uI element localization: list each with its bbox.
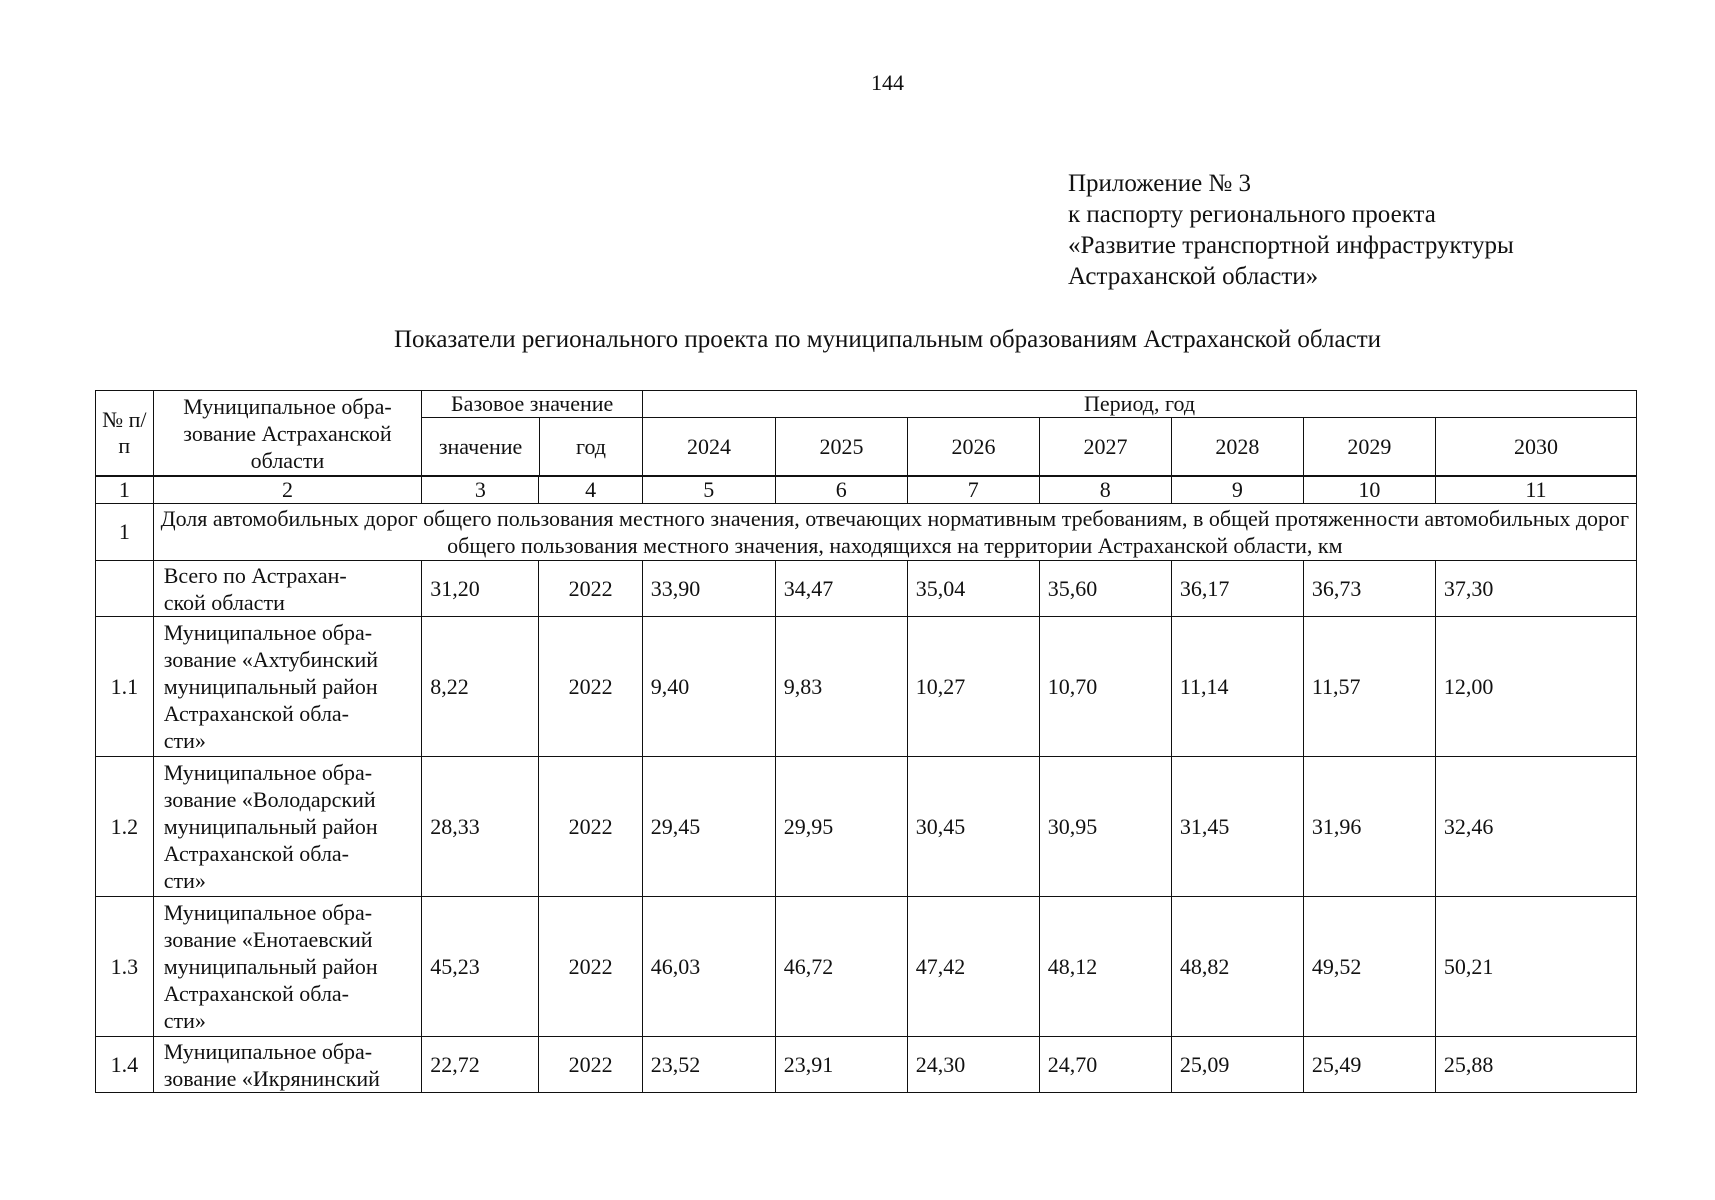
municipality-name-line: Астраханской обла-: [163, 981, 350, 1006]
row-year-value: 31,96: [1303, 757, 1435, 897]
row-num: 1.4: [96, 1037, 154, 1093]
municipality-name-line: зование «Икрянинский: [163, 1065, 380, 1091]
row-year-value: 35,04: [907, 561, 1039, 617]
row-year-value: 25,49: [1303, 1037, 1435, 1093]
row-base-year: 2022: [539, 617, 642, 757]
section-num: 1: [96, 504, 154, 561]
municipality-name-line: муниципальный район: [163, 954, 378, 979]
indicator-table: [95, 476, 1637, 1093]
row-base-year: 2022: [539, 757, 642, 897]
header-year: 2024: [643, 418, 776, 476]
row-num: [96, 561, 154, 617]
header-base-year: год: [539, 418, 642, 476]
appendix-line: Астраханской области»: [1068, 263, 1319, 290]
row-year-value: 24,70: [1039, 1037, 1171, 1093]
row-year-value: 25,88: [1435, 1037, 1636, 1093]
row-year-value: 47,42: [907, 897, 1039, 1037]
municipality-name-line: сти»: [163, 868, 206, 893]
header-year: 2027: [1039, 418, 1171, 476]
row-base-value: 45,23: [422, 897, 539, 1037]
appendix-block: [1068, 168, 1514, 292]
row-year-value: 11,57: [1303, 617, 1435, 757]
row-year-value: 10,27: [907, 617, 1039, 757]
table-row: [96, 897, 1637, 1037]
column-number: 11: [1435, 477, 1636, 504]
page-number: 144: [871, 70, 904, 95]
row-base-value: 22,72: [422, 1037, 539, 1093]
column-number: 3: [422, 477, 539, 504]
row-base-year: 2022: [539, 897, 642, 1037]
row-year-value: 23,52: [642, 1037, 775, 1093]
row-year-value: 31,45: [1171, 757, 1303, 897]
header-year: 2030: [1435, 418, 1636, 476]
row-year-value: 46,03: [642, 897, 775, 1037]
row-municipality: [153, 757, 422, 897]
row-year-value: 9,40: [642, 617, 775, 757]
column-number: 7: [907, 477, 1039, 504]
municipality-name-line: муниципальный район: [163, 814, 378, 839]
row-year-value: 30,95: [1039, 757, 1171, 897]
table-row: [96, 757, 1637, 897]
section-text: Доля автомобильных дорог общего пользования местного значения, отвечающих нормативным требованиям, в общей протяженности автомобильных дорог общего пользования местного значения, находящихся на территории Астраханской области, км: [153, 504, 1636, 561]
table-row: [96, 561, 1637, 617]
column-number: 2: [153, 477, 422, 504]
appendix-line: «Развитие транспортной инфраструктуры: [1068, 232, 1514, 259]
header-num: № п/п: [96, 391, 154, 476]
municipality-name-line: Астраханской обла-: [163, 701, 350, 726]
row-base-value: 28,33: [422, 757, 539, 897]
row-year-value: 30,45: [907, 757, 1039, 897]
header-municipality: Муниципальное обра-зование Астраханской области: [153, 391, 422, 476]
row-year-value: 49,52: [1303, 897, 1435, 1037]
municipality-name-line: зование «Володарский: [163, 787, 376, 812]
municipality-name-line: сти»: [163, 728, 206, 753]
municipality-name-line: сти»: [163, 1008, 206, 1033]
row-year-value: 46,72: [775, 897, 907, 1037]
header-table: [95, 390, 1637, 476]
municipality-name-line: муниципальный район: [163, 674, 378, 699]
row-year-value: 29,45: [642, 757, 775, 897]
column-number: 9: [1171, 477, 1303, 504]
row-num: 1.1: [96, 617, 154, 757]
row-base-year: 2022: [539, 1037, 642, 1093]
header-year: 2028: [1171, 418, 1303, 476]
row-municipality: [153, 617, 422, 757]
municipality-name-line: Всего по Астрахан-: [163, 562, 347, 588]
row-year-value: 48,12: [1039, 897, 1171, 1037]
row-year-value: 34,47: [775, 561, 907, 617]
row-base-value: 31,20: [422, 561, 539, 617]
table-row: [96, 1037, 1637, 1093]
header-base-value: значение: [422, 418, 540, 476]
municipality-name-line: зование «Ахтубинский: [163, 647, 379, 672]
header-year: 2029: [1303, 418, 1435, 476]
header-year: 2025: [776, 418, 908, 476]
row-year-value: 24,30: [907, 1037, 1039, 1093]
row-year-value: 48,82: [1171, 897, 1303, 1037]
row-year-value: 32,46: [1435, 757, 1636, 897]
row-year-value: 36,17: [1171, 561, 1303, 617]
row-base-year: 2022: [539, 561, 642, 617]
row-year-value: 35,60: [1039, 561, 1171, 617]
column-numbers-row: [96, 477, 1637, 504]
header-year: 2026: [908, 418, 1040, 476]
row-year-value: 11,14: [1171, 617, 1303, 757]
header-period: Период, год: [643, 391, 1637, 418]
column-number: 6: [775, 477, 907, 504]
municipality-name-line: зование «Енотаевский: [163, 927, 373, 952]
row-year-value: 25,09: [1171, 1037, 1303, 1093]
appendix-line: к паспорту регионального проекта: [1068, 201, 1436, 228]
row-year-value: 23,91: [775, 1037, 907, 1093]
row-municipality: [153, 1037, 422, 1093]
municipality-name-line: Муниципальное обра-: [163, 1038, 373, 1064]
municipality-name-line: Астраханской обла-: [163, 841, 350, 866]
section-row: [96, 504, 1637, 561]
column-number: 4: [539, 477, 642, 504]
row-year-value: 33,90: [642, 561, 775, 617]
header-base: Базовое значение: [422, 391, 643, 418]
municipality-name-line: ской области: [163, 589, 285, 615]
row-municipality: [153, 897, 422, 1037]
row-municipality: [153, 561, 422, 617]
column-number: 10: [1303, 477, 1435, 504]
table-row: [96, 617, 1637, 757]
municipality-name-line: Муниципальное обра-: [163, 900, 373, 925]
document-title: Показатели регионального проекта по муниципальным образованиям Астраханской области: [394, 326, 1381, 353]
row-year-value: 50,21: [1435, 897, 1636, 1037]
column-number: 1: [96, 477, 154, 504]
column-number: 5: [642, 477, 775, 504]
municipality-name-line: Муниципальное обра-: [163, 760, 373, 785]
row-year-value: 12,00: [1435, 617, 1636, 757]
row-year-value: 9,83: [775, 617, 907, 757]
row-year-value: 36,73: [1303, 561, 1435, 617]
column-number: 8: [1039, 477, 1171, 504]
row-num: 1.2: [96, 757, 154, 897]
row-base-value: 8,22: [422, 617, 539, 757]
row-num: 1.3: [96, 897, 154, 1037]
row-year-value: 37,30: [1435, 561, 1636, 617]
appendix-line: Приложение № 3: [1068, 170, 1252, 197]
municipality-name-line: Муниципальное обра-: [163, 620, 373, 645]
row-year-value: 29,95: [775, 757, 907, 897]
row-year-value: 10,70: [1039, 617, 1171, 757]
